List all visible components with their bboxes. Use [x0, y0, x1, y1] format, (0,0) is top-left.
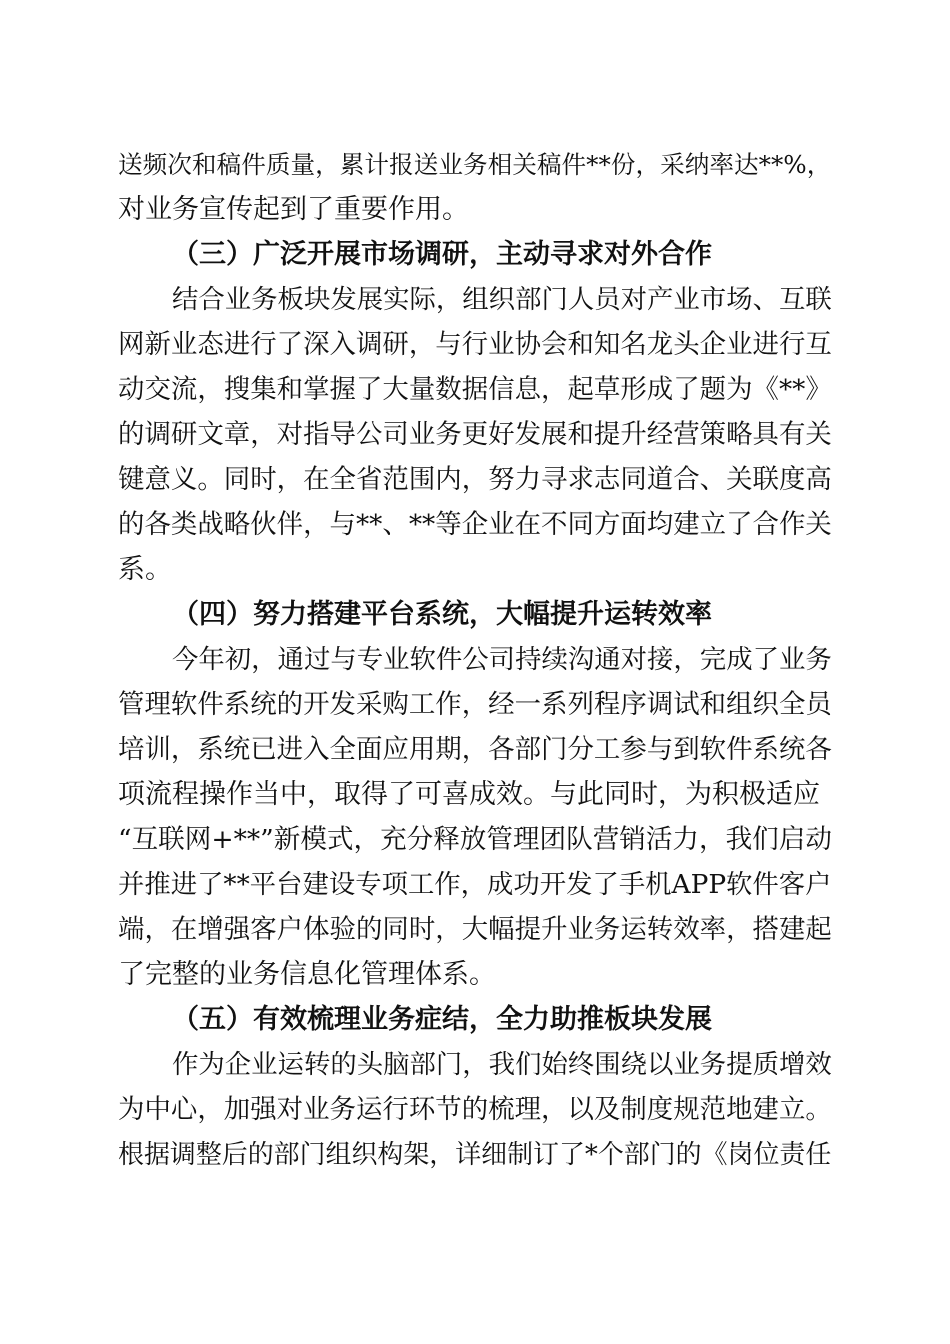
paragraph-line: 了完整的业务信息化管理体系。	[118, 959, 496, 990]
paragraph-line: 键意义。同时，在全省范围内，努力寻求志同道合、关联度高	[118, 464, 832, 495]
paragraph-line: 的调研文章，对指导公司业务更好发展和提升经营策略具有关	[118, 419, 832, 450]
paragraph-line: 的各类战略伙伴，与**、**等企业在不同方面均建立了合作关	[118, 509, 832, 540]
paragraph-line: 作为企业运转的头脑部门，我们始终围绕以业务提质增效	[172, 1049, 832, 1080]
paragraph-line: 结合业务板块发展实际，组织部门人员对产业市场、互联	[172, 284, 832, 315]
section-heading-4: （四）努力搭建平台系统，大幅提升运转效率	[172, 599, 712, 630]
paragraph-line: 系。	[118, 554, 172, 585]
paragraph-line: 对业务宣传起到了重要作用。	[118, 194, 469, 225]
section-heading-3: （三）广泛开展市场调研，主动寻求对外合作	[172, 239, 712, 270]
paragraph-line: 为中心，加强对业务运行环节的梳理，以及制度规范地建立。	[118, 1094, 832, 1125]
paragraph-line: 根据调整后的部门组织构架，详细制订了*个部门的《岗位责任	[118, 1140, 832, 1170]
paragraph-line: 管理软件系统的开发采购工作，经一系列程序调试和组织全员	[118, 689, 832, 720]
section-heading-5: （五）有效梳理业务症结，全力助推板块发展	[172, 1004, 712, 1035]
paragraph-line: 并推进了**平台建设专项工作，成功开发了手机APP软件客户	[118, 870, 832, 900]
paragraph-line: 培训，系统已进入全面应用期，各部门分工参与到软件系统各	[118, 734, 832, 765]
paragraph-line: 今年初，通过与专业软件公司持续沟通对接，完成了业务	[172, 644, 832, 675]
paragraph-line: 动交流，搜集和掌握了大量数据信息，起草形成了题为《**》	[118, 374, 832, 405]
paragraph-line: 项流程操作当中，取得了可喜成效。与此同时，为积极适应	[118, 779, 820, 810]
paragraph-line: 网新业态进行了深入调研，与行业协会和知名龙头企业进行互	[118, 329, 832, 360]
paragraph-line: “互联网+**”新模式，充分释放管理团队营销活力，我们启动	[118, 824, 832, 855]
paragraph-line: 端，在增强客户体验的同时，大幅提升业务运转效率，搭建起	[118, 914, 832, 945]
paragraph-line: 送频次和稿件质量，累计报送业务相关稿件**份，采纳率达**%，	[118, 150, 832, 179]
